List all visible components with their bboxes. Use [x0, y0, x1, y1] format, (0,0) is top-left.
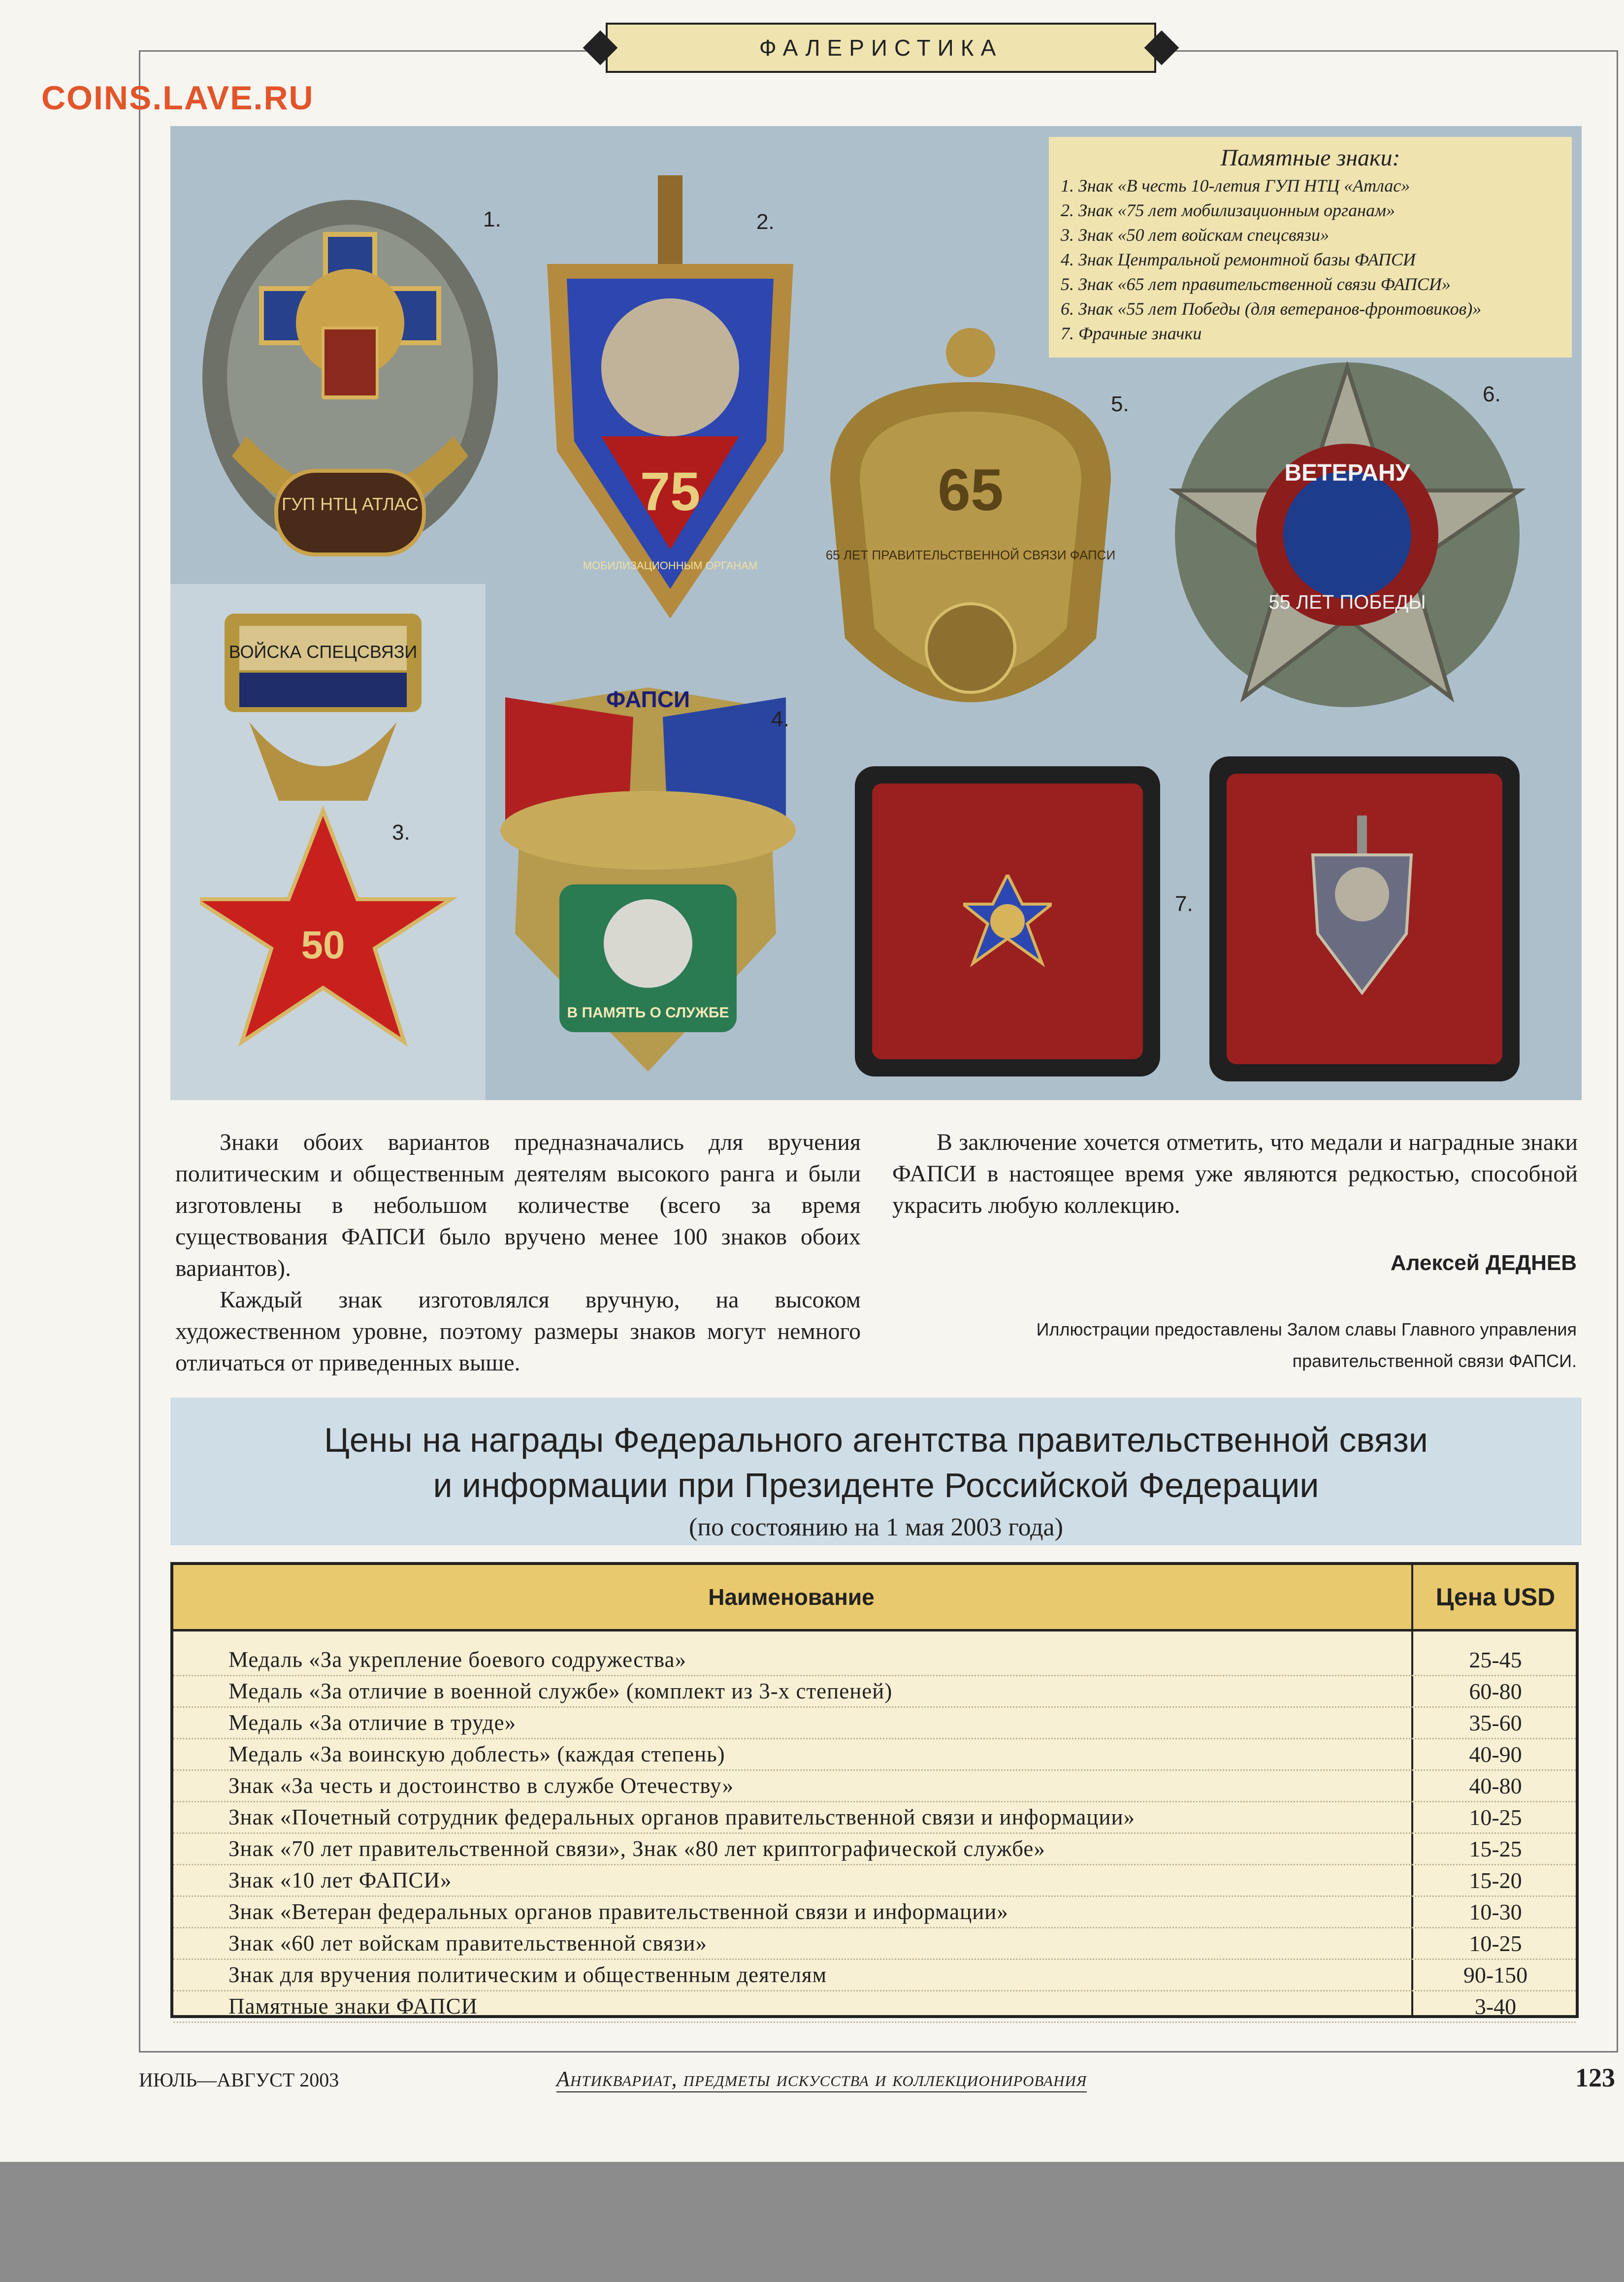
badge-5-65-years [820, 323, 1121, 737]
price-subtitle: (по состоянию на 1 мая 2003 года) [689, 1513, 1063, 1541]
row-name: Знак «70 лет правительственной связи», Знак «80 лет криптографической службе» [228, 1836, 1045, 1861]
column-header-name: Наименование [708, 1584, 875, 1610]
table-row [173, 1676, 1576, 1708]
row-price: 10-25 [1469, 1931, 1522, 1956]
row-price: 15-25 [1469, 1836, 1522, 1861]
legend-title: Памятные знаки: [1220, 145, 1400, 171]
table-row [173, 1802, 1576, 1834]
badge-3-50-years [200, 604, 476, 1086]
table-row [173, 1960, 1576, 1991]
table-row [173, 1645, 1576, 1676]
column-header-price: Цена USD [1435, 1583, 1556, 1611]
row-price: 60-80 [1469, 1679, 1522, 1704]
article-author: Алексей ДЕДНЕВ [1390, 1251, 1577, 1275]
legend-item: 3. Знак «50 лет войскам спецсвязи» [1061, 225, 1329, 245]
footer-issue: ИЮЛЬ—АВГУСТ 2003 [139, 2069, 339, 2091]
badge-6-veteran [1155, 358, 1539, 712]
row-price: 25-45 [1469, 1647, 1522, 1672]
row-name: Знак для вручения политическим и общественным деятелям [228, 1962, 827, 1987]
row-price: 10-30 [1469, 1899, 1522, 1924]
illustration-credit: Иллюстрации предоставлены Залом славы Главного управления правительственной связи ФАПСИ. [1036, 1319, 1577, 1371]
price-table-rows [173, 1645, 1576, 2023]
price-title-line-2: и информации при Президенте Российской Федерации [433, 1466, 1319, 1504]
badge-4-ribbon-text: В ПАМЯТЬ О СЛУЖБЕ [567, 1005, 729, 1021]
table-row [173, 1708, 1576, 1739]
row-name: Медаль «За укрепление боевого содружества» [228, 1647, 686, 1672]
figure-number-5: 5. [1111, 392, 1129, 416]
row-name: Медаль «За отличие в труде» [228, 1710, 517, 1735]
price-table-header [173, 1565, 1576, 1631]
footer-magazine-title: Антиквариат, предметы искусства и коллекционирования [556, 2066, 1087, 2092]
page-number: 123 [1575, 2063, 1615, 2092]
row-name: Знак «10 лет ФАПСИ» [228, 1868, 452, 1892]
row-price: 35-60 [1469, 1710, 1522, 1735]
legend-item: 2. Знак «75 лет мобилизационным органам» [1061, 200, 1395, 220]
badge-3-star-text: 50 [301, 923, 345, 967]
table-row [173, 1834, 1576, 1865]
article-paragraph: В заключение хочется отметить, что медали и наградные знаки ФАПСИ в настоящее время уже являются редкостью, способной украсить любую коллекцию. [892, 1129, 1578, 1218]
figure-number-2: 2. [756, 210, 775, 234]
badge-1-text: ГУП НТЦ АТЛАС [281, 494, 419, 514]
figure-number-3: 3. [392, 820, 410, 845]
price-title-line-1: Цены на награды Федерального агентства правительственной связи [324, 1421, 1428, 1459]
article-paragraph: Знаки обоих вариантов предназначались для вручения политическим и общественным деятелям высокого ранга и были изготовлены в небольшом количестве (всего за время существования ФАПСИ было вручено менее 100 знаков обоих вариантов). [175, 1129, 861, 1281]
row-name: Знак «За честь и достоинство в службе Отечеству» [228, 1773, 734, 1798]
badge-4-top-text: ФАПСИ [606, 686, 690, 712]
badge-7-cross-pin [963, 875, 1052, 968]
table-row [173, 1928, 1576, 1960]
row-price: 40-90 [1469, 1742, 1522, 1767]
svg-text:65: 65 [938, 457, 1004, 523]
badge-6-top-text: ВЕТЕРАНУ [1284, 460, 1410, 486]
badge-2-75-years [532, 175, 808, 638]
section-rubric: ФАЛЕРИСТИКА [606, 23, 1156, 73]
row-price: 3-40 [1474, 1994, 1517, 2019]
row-price: 15-20 [1469, 1868, 1522, 1893]
badge-4-repair-base [486, 678, 806, 1086]
row-name: Медаль «За воинскую доблесть» (каждая степень) [228, 1742, 725, 1766]
badge-6-bottom-text: 55 ЛЕТ ПОБЕДЫ [1268, 591, 1426, 613]
figure-legend [1049, 137, 1572, 358]
article-paragraph: Каждый знак изготовлялся вручную, на высоком художественном уровне, поэтому размеры знаков могут немного отличаться от приведенных выше. [175, 1287, 861, 1376]
row-price: 40-80 [1469, 1773, 1522, 1798]
badge-7-box-right [1209, 756, 1520, 1081]
badge-7-box-left [855, 766, 1160, 1076]
row-name: Знак «Почетный сотрудник федеральных органов правительственной связи и информации» [228, 1805, 1136, 1829]
figure-number-6: 6. [1483, 382, 1501, 406]
badge-1-atlas [197, 180, 503, 574]
badge-3-top-text: ВОЙСКА СПЕЦСВЯЗИ [228, 642, 418, 662]
price-table-heading [170, 1398, 1582, 1545]
article-left-column [175, 1127, 861, 1379]
badge-5-text: 65 ЛЕТ ПРАВИТЕЛЬСТВЕННОЙ СВЯЗИ ФАПСИ [825, 548, 1116, 562]
legend-item: 1. Знак «В честь 10-летия ГУП НТЦ «Атлас» [1061, 176, 1410, 196]
legend-item: 6. Знак «55 лет Победы (для ветеранов-фронтовиков)» [1061, 299, 1482, 319]
article-right-column [892, 1127, 1578, 1221]
legend-item: 5. Знак «65 лет правительственной связи ФАПСИ» [1061, 274, 1451, 294]
figure-number-4: 4. [771, 707, 789, 731]
badge-2-number: 75 [640, 461, 701, 522]
row-price: 10-25 [1469, 1805, 1522, 1830]
price-table [170, 1562, 1579, 2018]
badge-2-ring-text: МОБИЛИЗАЦИОННЫМ ОРГАНАМ [583, 559, 758, 572]
badge-7-shield-pin [1308, 815, 1416, 1003]
row-name: Знак «Ветеран федеральных органов правительственной связи и информации» [228, 1899, 1008, 1924]
row-name: Знак «60 лет войскам правительственной связи» [228, 1931, 707, 1956]
figure-number-1: 1. [483, 207, 501, 231]
row-name: Медаль «За отличие в военной службе» (комплект из 3-х степеней) [228, 1679, 893, 1703]
site-watermark: COINS.LAVE.RU [41, 79, 314, 117]
row-name: Памятные знаки ФАПСИ [228, 1994, 478, 2019]
legend-item: 4. Знак Центральной ремонтной базы ФАПСИ [1061, 250, 1416, 269]
table-row [173, 1897, 1576, 1928]
table-row [173, 1771, 1576, 1802]
row-price: 90-150 [1463, 1962, 1528, 1988]
figure-number-7: 7. [1175, 892, 1193, 916]
table-row [173, 1991, 1576, 2023]
table-row [173, 1739, 1576, 1771]
table-row [173, 1865, 1576, 1897]
legend-item: 7. Фрачные значки [1061, 324, 1202, 343]
